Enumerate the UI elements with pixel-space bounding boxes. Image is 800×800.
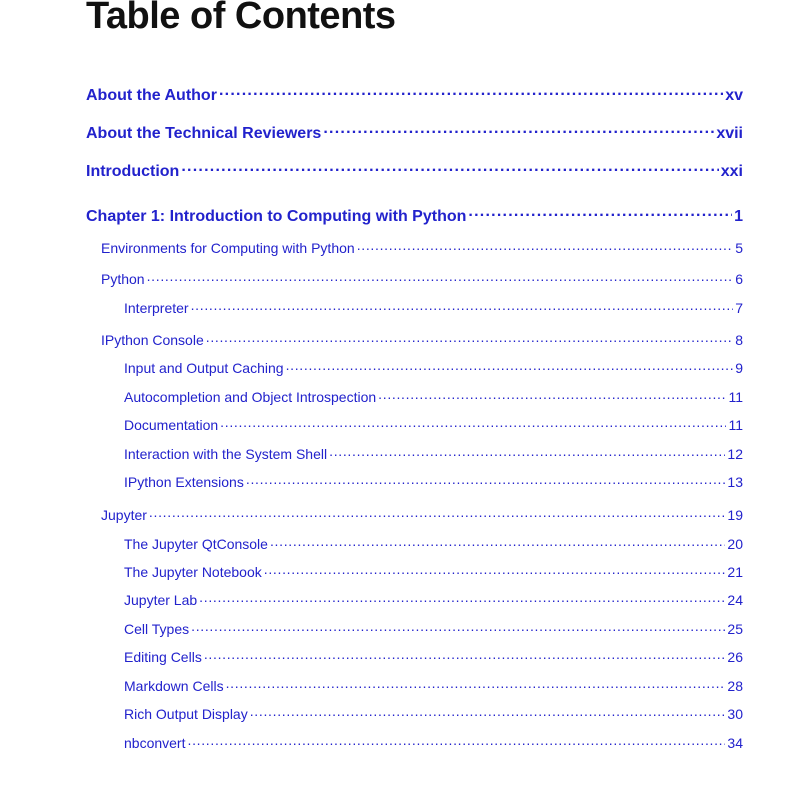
toc-entry-subsection[interactable] (124, 299, 743, 316)
toc-entry-subsection[interactable] (124, 705, 743, 722)
toc-entry-label: Rich Output Display (124, 706, 248, 722)
toc-page-number: 6 (735, 271, 743, 287)
dot-leader (264, 563, 726, 577)
toc-page-number: xvii (716, 125, 743, 142)
toc-page-number: xxi (720, 163, 743, 180)
toc-entry-label: Interpreter (124, 300, 189, 316)
toc-entry-label: IPython Console (101, 332, 204, 348)
toc-entry-subsection[interactable] (124, 473, 743, 490)
dot-leader (220, 416, 726, 430)
toc-entry-label: About the Author (86, 87, 217, 104)
dot-leader (246, 473, 726, 487)
dot-leader (206, 331, 733, 345)
dot-leader (147, 270, 734, 284)
toc-entry-subsection[interactable] (124, 563, 743, 580)
toc-entry-label: Markdown Cells (124, 678, 224, 694)
toc-entry-subsection[interactable] (124, 416, 743, 433)
page-title: Table of Contents (86, 0, 396, 37)
toc-entry-about-author[interactable] (86, 84, 743, 105)
toc-entry-subsection[interactable] (124, 677, 743, 694)
dot-leader (357, 239, 734, 253)
toc-entry-label: Input and Output Caching (124, 360, 284, 376)
toc-page-number: 1 (734, 208, 743, 225)
dot-leader (270, 535, 725, 549)
toc-entry-subsection[interactable] (124, 591, 743, 608)
toc-page-number: 20 (727, 536, 743, 552)
dot-leader (149, 506, 726, 520)
toc-entry-label: IPython Extensions (124, 474, 244, 490)
toc-page-number: 25 (727, 621, 743, 637)
toc-page-number: 12 (727, 446, 743, 462)
toc-entry-label: Chapter 1: Introduction to Computing with Python (86, 208, 467, 225)
dot-leader (286, 359, 734, 373)
toc-entry-subsection[interactable] (124, 535, 743, 552)
toc-entry-label: Cell Types (124, 621, 190, 637)
toc-entry-section[interactable] (101, 506, 743, 523)
toc-entry-label: Jupyter (101, 507, 147, 523)
toc-entry-label: nbconvert (124, 735, 186, 751)
toc-entry-label: The Jupyter Notebook (124, 564, 262, 580)
toc-page-number: 19 (727, 507, 743, 523)
dot-leader (181, 160, 718, 176)
toc-entry-subsection[interactable] (124, 620, 743, 637)
dot-leader (187, 734, 725, 748)
toc-entry-subsection[interactable] (124, 734, 743, 751)
toc-entry-chapter-1[interactable] (86, 205, 743, 226)
dot-leader (329, 445, 725, 459)
toc-entry-label: Editing Cells (124, 649, 202, 665)
toc-entry-label: Environments for Computing with Python (101, 240, 355, 256)
toc-entry-subsection[interactable] (124, 648, 743, 665)
dot-leader (378, 388, 726, 402)
toc-entry-subsection[interactable] (124, 388, 743, 405)
dot-leader (191, 620, 725, 634)
toc-page-number: 9 (735, 360, 743, 376)
toc-entry-about-reviewers[interactable] (86, 122, 743, 143)
toc-entry-label: Autocompletion and Object Introspection (124, 389, 377, 405)
dot-leader (219, 84, 723, 100)
toc-entry-label: Introduction (86, 163, 180, 180)
toc-entry-subsection[interactable] (124, 359, 743, 376)
toc-entry-label: About the Technical Reviewers (86, 125, 322, 142)
dot-leader (468, 205, 732, 221)
toc-entry-section[interactable] (101, 331, 743, 348)
toc-entry-section[interactable] (101, 270, 743, 287)
toc-page-number: 5 (735, 240, 743, 256)
toc-entry-label: Python (101, 271, 145, 287)
toc-page-number: 7 (735, 300, 743, 316)
toc-page-number: 30 (727, 706, 743, 722)
toc-entry-subsection[interactable] (124, 445, 743, 462)
dot-leader (250, 705, 726, 719)
dot-leader (199, 591, 725, 605)
toc-page-number: 26 (727, 649, 743, 665)
toc-page-number: 8 (735, 332, 743, 348)
toc-page-number: xv (725, 87, 743, 104)
toc-page-number: 28 (727, 678, 743, 694)
toc-entry-section[interactable] (101, 239, 743, 256)
toc-page-number: 11 (728, 389, 743, 405)
toc-page-number: 13 (727, 474, 743, 490)
toc-entry-label: The Jupyter QtConsole (124, 536, 268, 552)
toc-page-number: 21 (727, 564, 743, 580)
dot-leader (323, 122, 714, 138)
toc-entry-label: Jupyter Lab (124, 592, 198, 608)
toc-page-number: 11 (728, 417, 743, 433)
dot-leader (204, 648, 726, 662)
toc-page-number: 34 (727, 735, 743, 751)
toc-page-number: 24 (727, 592, 743, 608)
toc-entry-introduction[interactable] (86, 160, 743, 181)
toc-entry-label: Documentation (124, 417, 219, 433)
dot-leader (191, 299, 734, 313)
dot-leader (226, 677, 726, 691)
toc-entry-label: Interaction with the System Shell (124, 446, 328, 462)
